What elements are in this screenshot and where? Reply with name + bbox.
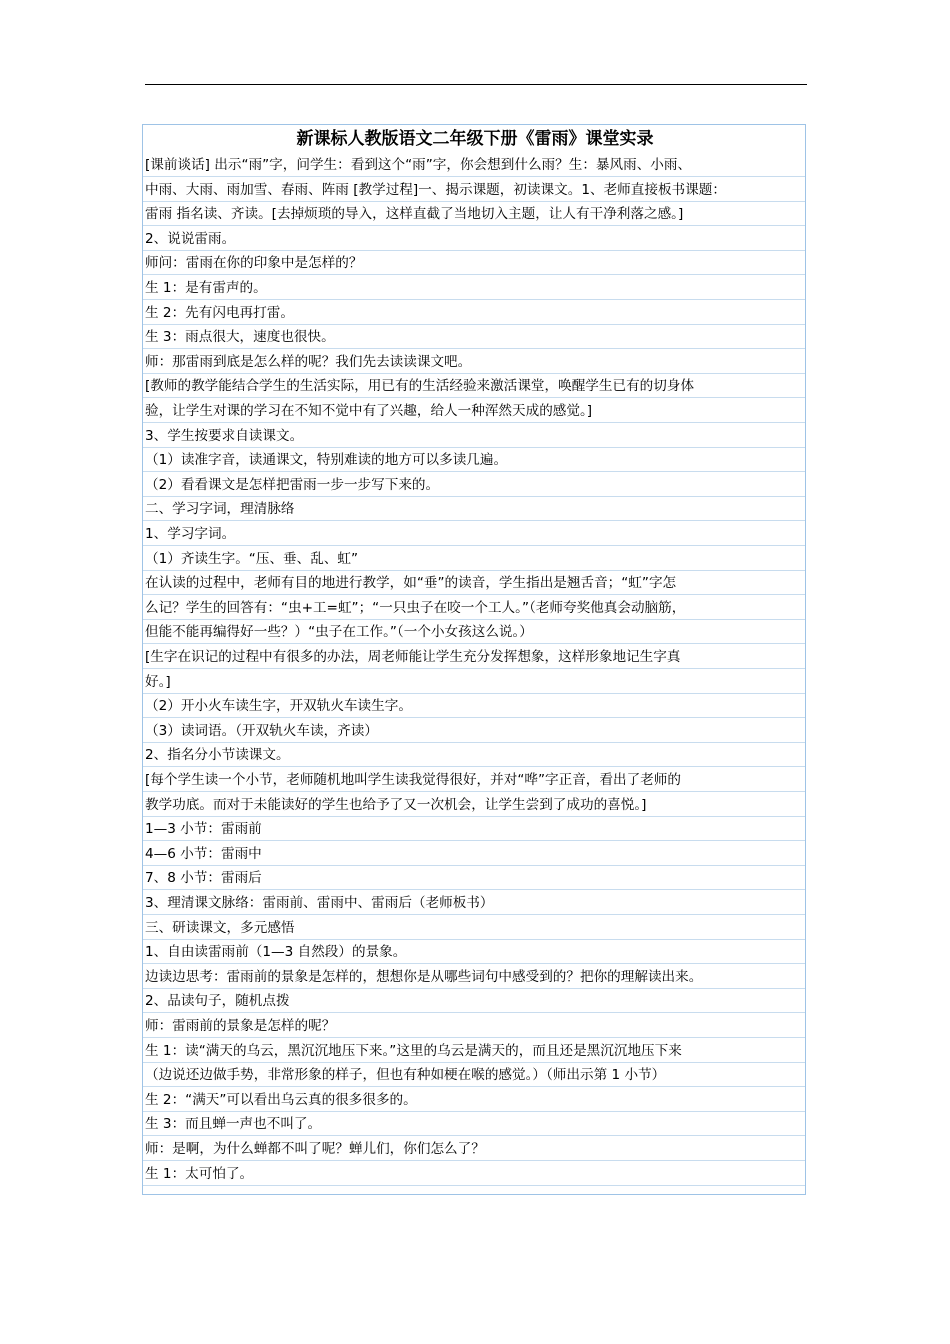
text-line: 2、说说雷雨。 [145,230,236,247]
document-title: 新课标人教版语文二年级下册《雷雨》课堂实录 [296,129,654,149]
text-line: 在认读的过程中，老师有目的地进行教学，如“垂”的读音，学生指出是翘舌音；“虹”字怎 [145,575,677,592]
text-line: （1）读准字音，读通课文，特别难读的地方可以多读几遍。 [145,452,508,469]
text-line: 生 1：读“满天的乌云，黑沉沉地压下来。”这里的乌云是满天的，而且还是黑沉沉地压下来 [145,1042,682,1059]
text-line: 雷雨 指名读、齐读。[去掉烦琐的导入，这样直截了当地切入主题，让人有干净利落之感。] [145,206,684,223]
text-line: 师：雷雨前的景象是怎样的呢？ [145,1018,336,1034]
text-line: 1—3 小节：雷雨前 [145,821,262,838]
text-line: （2）开小火车读生字，开双轨火车读生字。 [145,698,412,715]
row-divider [143,1185,805,1186]
text-line: 生 2：“满天”可以看出乌云真的很多很多的。 [145,1091,417,1108]
text-line: 么记？学生的回答有：“虫+工=虹”；“一只虫子在咬一个工人。”（老师夸奖他真会动脑筋， [145,599,686,616]
text-line: 三、研读课文，多元感悟 [145,919,295,936]
text-line: 3、学生按要求自读课文。 [145,427,304,444]
text-line: 生 2：先有闪电再打雷。 [145,304,294,321]
text-line: 1、学习字词。 [145,526,236,542]
text-line: 二、学习字词，理清脉络 [145,501,295,518]
text-line: 生 1：太可怕了。 [145,1165,254,1182]
text-line: 4—6 小节：雷雨中 [145,845,262,862]
row-divider [143,520,805,521]
document-frame [142,124,806,1195]
row-divider [143,668,805,669]
text-line: （1）齐读生字。“压、垂、乱、虹” [145,550,359,567]
text-line: [教师的教学能结合学生的生活实际，用已有的生活经验来激活课堂，唤醒学生已有的切身体 [145,378,695,395]
text-line: 好。] [145,673,171,690]
text-line: 生 1：是有雷声的。 [145,280,267,296]
text-line: 师：是啊，为什么蝉都不叫了呢？蝉儿们，你们怎么了？ [145,1141,485,1157]
text-line: 师：那雷雨到底是怎么样的呢？我们先去读读课文吧。 [145,353,472,370]
text-line: 但能不能再编得好一些？）“虫子在工作。”（一个小女孩这么说。） [145,624,533,641]
text-line: 边读边思考：雷雨前的景象是怎样的，想想你是从哪些词句中感受到的？把你的理解读出来。 [145,968,703,985]
text-line: 3、理清课文脉络：雷雨前、雷雨中、雷雨后（老师板书） [145,895,494,911]
text-line: [每个学生读一个小节，老师随机地叫学生读我觉得很好，并对“哗”字正音，看出了老师的 [145,772,681,788]
text-line: 生 3：雨点很大，速度也很快。 [145,329,335,346]
text-line: 7、8 小节：雷雨后 [145,870,262,887]
text-line: 教学功底。而对于未能读好的学生也给予了又一次机会，让学生尝到了成功的喜悦。] [145,796,647,813]
text-line: （3）读词语。（开双轨火车读，齐读） [145,722,378,739]
text-line: （2）看看课文是怎样把雷雨一步一步写下来的。 [145,476,440,493]
text-line: 1、自由读雷雨前（1—3 自然段）的景象。 [145,944,407,961]
text-line: 2、品读句子，随机点拨 [145,993,290,1010]
text-line: 中雨、大雨、雨加雪、春雨、阵雨 [教学过程]一、揭示课题，初读课文。1、老师直接板书课题： [145,181,726,198]
text-line: 生 3：而且蝉一声也不叫了。 [145,1116,322,1133]
text-line: （边说还边做手势，非常形象的样子，但也有种如梗在喉的感觉。）（师出示第 1 小节） [145,1067,666,1084]
text-line: 2、指名分小节读课文。 [145,747,290,764]
header-rule [145,84,807,85]
text-line: 师问：雷雨在你的印象中是怎样的？ [145,255,363,272]
text-line: [生字在识记的过程中有很多的办法，周老师能让学生充分发挥想象，这样形象地记生字真 [145,649,681,665]
text-line: 验，让学生对课的学习在不知不觉中有了兴趣，给人一种浑然天成的感觉。] [145,403,593,419]
row-divider [143,225,805,226]
text-line: [课前谈话] 出示“雨”字，问学生：看到这个“雨”字，你会想到什么雨？生：暴风雨、小雨、 [145,157,692,173]
